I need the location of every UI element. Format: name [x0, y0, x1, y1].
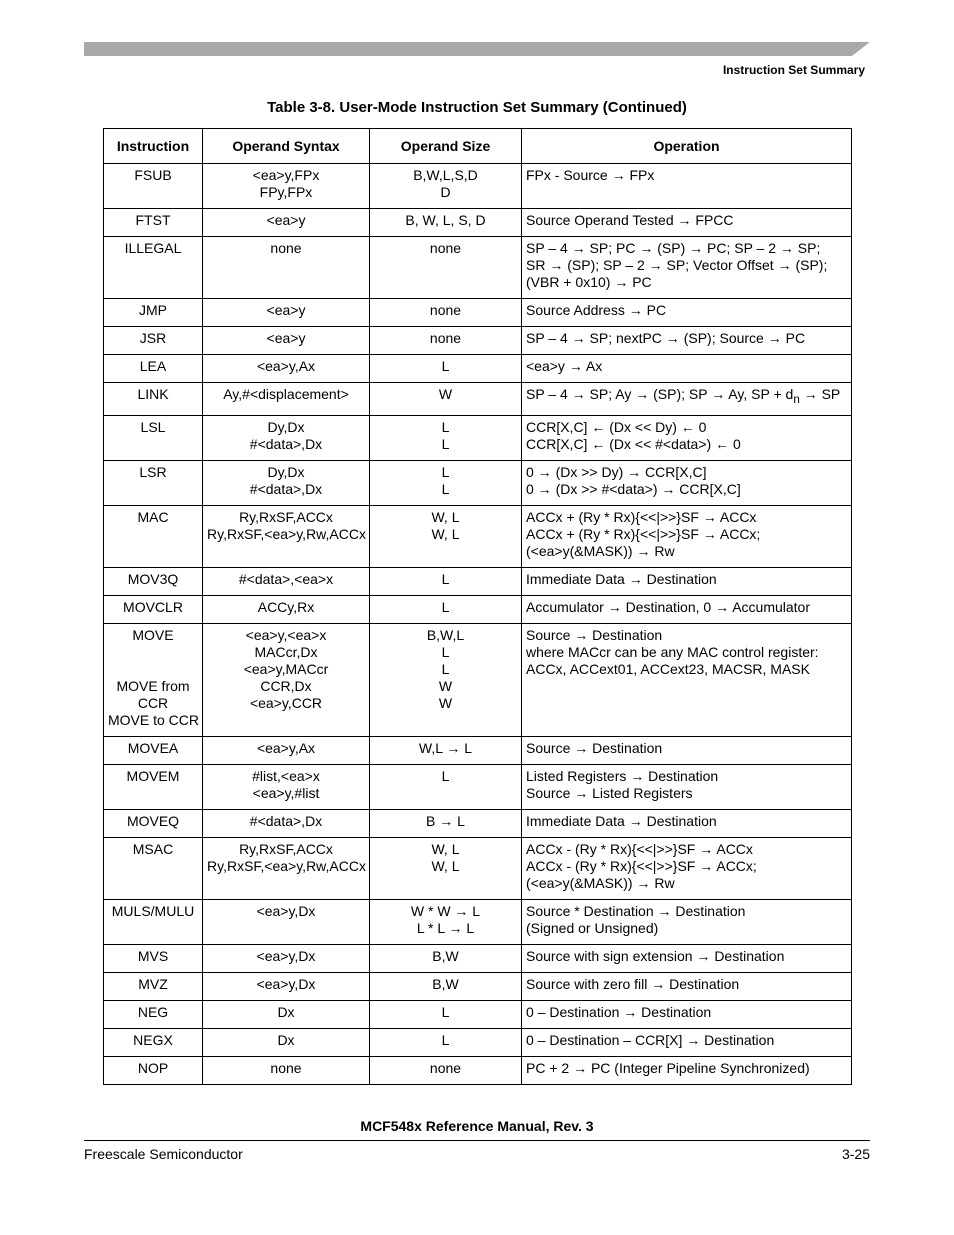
- cell-line: #<data>,Dx: [249, 812, 323, 829]
- cell-line: none: [429, 330, 462, 346]
- instruction-cell: [104, 809, 203, 837]
- cell-line: Dx: [277, 1003, 295, 1020]
- operand-size-cell: [370, 505, 522, 567]
- operand-syntax-cell: [203, 505, 370, 567]
- operand-size-cell: [370, 944, 522, 972]
- table-row: [104, 944, 852, 972]
- cell-line: <ea>y,Ax: [256, 739, 316, 756]
- operation-cell: [522, 1028, 852, 1056]
- cell-line: MOV3Q: [127, 570, 179, 587]
- operation-cell: [522, 595, 852, 623]
- cell-line: MACcr,Dx: [254, 643, 318, 660]
- cell-line: (<ea>y(&MASK)) → Rw: [526, 874, 675, 891]
- operand-size-cell: [370, 972, 522, 1000]
- cell-spacer: [108, 644, 198, 661]
- operation-cell: [522, 1056, 852, 1084]
- operand-size-cell: [370, 1028, 522, 1056]
- table-row: [104, 595, 852, 623]
- operation-cell: [522, 1000, 852, 1028]
- cell-line: #<data>,Dx: [249, 435, 323, 452]
- operand-syntax-cell: [203, 736, 370, 764]
- cell-line: LSR: [139, 463, 167, 480]
- cell-line: Source with zero fill → Destination: [526, 975, 740, 992]
- cell-line: JMP: [139, 302, 167, 318]
- cell-line: CCR[X,C] ← (Dx << #<data>) ← 0: [526, 435, 741, 452]
- operand-syntax-cell: [203, 1056, 370, 1084]
- cell-line: #<data>,Dx: [249, 480, 323, 497]
- cell-line: CCR,Dx: [260, 677, 312, 694]
- instruction-cell: [104, 623, 203, 736]
- operation-cell: [522, 355, 852, 383]
- operand-syntax-cell: [203, 415, 370, 460]
- instruction-cell: [104, 899, 203, 944]
- cell-line: Immediate Data → Destination: [526, 570, 717, 587]
- company-name: Freescale Semiconductor: [84, 1146, 243, 1162]
- cell-line: CCR[X,C] ← (Dx << Dy) ← 0: [526, 418, 707, 435]
- operation-cell: [522, 623, 852, 736]
- operand-size-cell: [370, 355, 522, 383]
- cell-line: MOVEA: [127, 739, 179, 756]
- operand-syntax-cell: [203, 944, 370, 972]
- operand-syntax-cell: [203, 972, 370, 1000]
- col-header-instruction: Instruction: [104, 129, 203, 164]
- operation-cell: [522, 567, 852, 595]
- cell-line: MAC: [137, 508, 169, 525]
- header-bar: [84, 42, 870, 56]
- operation-cell: [522, 327, 852, 355]
- cell-line: 0 – Destination → Destination: [526, 1003, 712, 1020]
- operation-cell: [522, 944, 852, 972]
- cell-line: ACCy,Rx: [257, 598, 315, 615]
- cell-line: Ry,RxSF,ACCx: [239, 508, 333, 525]
- cell-line: <ea>y,Dx: [256, 902, 316, 919]
- operand-size-cell: [370, 237, 522, 299]
- operation-cell: [522, 837, 852, 899]
- instruction-cell: [104, 505, 203, 567]
- cell-line: W: [438, 386, 453, 402]
- instruction-cell: [104, 944, 203, 972]
- instruction-cell: [104, 355, 203, 383]
- cell-line: Source Operand Tested → FPCC: [526, 212, 734, 228]
- instruction-cell: [104, 237, 203, 299]
- footer-divider: [84, 1140, 870, 1141]
- instruction-cell: [104, 1056, 203, 1084]
- manual-title: MCF548x Reference Manual, Rev. 3: [360, 1118, 594, 1134]
- cell-line: none: [429, 302, 462, 318]
- instruction-cell: [104, 1000, 203, 1028]
- cell-line: SP – 4 → SP; PC → (SP) → PC; SP – 2 → SP;: [526, 240, 821, 256]
- cell-line: W: [438, 677, 453, 694]
- cell-line: W,L → L: [418, 739, 473, 756]
- instruction-cell: [104, 837, 203, 899]
- cell-line: L: [441, 598, 450, 615]
- cell-line: (<ea>y(&MASK)) → Rw: [526, 542, 675, 559]
- table-row: [104, 1000, 852, 1028]
- operand-syntax-cell: [203, 623, 370, 736]
- operation-cell: [522, 237, 852, 299]
- cell-line: <ea>y,MACcr: [243, 660, 329, 677]
- table-header-row: [104, 129, 852, 164]
- table-row: [104, 415, 852, 460]
- cell-line: L: [441, 358, 450, 374]
- operation-cell: [522, 383, 852, 416]
- instruction-cell: [104, 1028, 203, 1056]
- cell-line: Source Address → PC: [526, 302, 667, 318]
- cell-line: Dy,Dx: [267, 463, 305, 480]
- operand-size-cell: [370, 327, 522, 355]
- table-row: [104, 567, 852, 595]
- table-row: [104, 460, 852, 505]
- operand-syntax-cell: [203, 1000, 370, 1028]
- cell-line: B,W: [432, 975, 459, 992]
- instruction-cell: [104, 327, 203, 355]
- table-row: [104, 623, 852, 736]
- cell-line: FSUB: [134, 167, 172, 183]
- cell-line: Source → Listed Registers: [526, 784, 693, 801]
- table-row: [104, 899, 852, 944]
- instruction-summary-table: [103, 128, 852, 1085]
- operand-syntax-cell: [203, 460, 370, 505]
- operand-syntax-cell: [203, 327, 370, 355]
- cell-line: MSAC: [132, 840, 174, 857]
- table-row: [104, 383, 852, 416]
- table-row: [104, 1056, 852, 1084]
- cell-line: Accumulator → Destination, 0 → Accumulator: [526, 598, 811, 615]
- operand-syntax-cell: [203, 764, 370, 809]
- table-row: [104, 505, 852, 567]
- cell-line: W: [438, 694, 453, 711]
- operand-size-cell: [370, 1000, 522, 1028]
- cell-line: #<data>,<ea>x: [238, 570, 334, 587]
- cell-line: <ea>y: [266, 302, 306, 318]
- cell-line: <ea>y,Dx: [256, 975, 316, 992]
- cell-spacer: [108, 661, 198, 678]
- cell-line: LINK: [137, 386, 169, 402]
- cell-line: L: [441, 643, 450, 660]
- cell-line: MVS: [137, 947, 169, 964]
- cell-line: LEA: [139, 358, 167, 374]
- operand-size-cell: [370, 623, 522, 736]
- cell-line: <ea>y,Dx: [256, 947, 316, 964]
- cell-line: <ea>y,#list: [252, 784, 320, 801]
- operation-cell: [522, 164, 852, 209]
- operand-size-cell: [370, 209, 522, 237]
- cell-line: ACCx - (Ry * Rx){<<|>>}SF → ACCx;: [526, 857, 757, 874]
- cell-line: LSL: [140, 418, 166, 435]
- cell-line: MOVE to CCR: [108, 711, 200, 728]
- operation-cell: [522, 299, 852, 327]
- cell-line: Source * Destination → Destination: [526, 902, 746, 919]
- instruction-cell: [104, 595, 203, 623]
- operand-size-cell: [370, 595, 522, 623]
- operand-syntax-cell: [203, 809, 370, 837]
- instruction-cell: [104, 972, 203, 1000]
- cell-line: <ea>y: [266, 330, 306, 346]
- cell-line: L: [441, 463, 450, 480]
- cell-line: L: [441, 570, 450, 587]
- cell-line: L: [441, 1031, 450, 1048]
- operand-syntax-cell: [203, 595, 370, 623]
- table-row: [104, 299, 852, 327]
- cell-line: FPy,FPx: [259, 184, 313, 200]
- table-row: [104, 736, 852, 764]
- table-body: [104, 164, 852, 1085]
- operand-size-cell: [370, 1056, 522, 1084]
- cell-line: Ry,RxSF,ACCx: [239, 840, 333, 857]
- cell-line: CCR: [137, 694, 169, 711]
- operand-size-cell: [370, 164, 522, 209]
- cell-line: none: [429, 240, 462, 256]
- table-row: [104, 327, 852, 355]
- instruction-cell: [104, 764, 203, 809]
- cell-line: MOVEQ: [126, 812, 180, 829]
- operation-text: → SP: [799, 386, 841, 402]
- operation-cell: [522, 972, 852, 1000]
- operand-size-cell: [370, 460, 522, 505]
- section-header: Instruction Set Summary: [722, 63, 865, 77]
- operand-syntax-cell: [203, 899, 370, 944]
- table-row: [104, 837, 852, 899]
- table-row: [104, 164, 852, 209]
- cell-line: MULS/MULU: [111, 902, 195, 919]
- cell-line: L * L → L: [416, 919, 475, 936]
- cell-line: NOP: [137, 1059, 169, 1076]
- cell-line: W, L: [431, 508, 460, 525]
- operation-cell: [522, 899, 852, 944]
- cell-line: <ea>y,<ea>x: [245, 626, 327, 643]
- instruction-cell: [104, 415, 203, 460]
- cell-line: B,W,L,S,D: [413, 167, 478, 183]
- cell-line: B → L: [426, 812, 465, 829]
- cell-line: ACCx, ACCext01, ACCext23, MACSR, MASK: [526, 660, 810, 677]
- cell-line: L: [441, 1003, 450, 1020]
- operand-size-cell: [370, 299, 522, 327]
- cell-line: none: [270, 1059, 302, 1076]
- cell-line: L: [441, 435, 450, 452]
- cell-line: W * W → L: [410, 902, 481, 919]
- instruction-cell: [104, 383, 203, 416]
- col-header-operand-size: Operand Size: [370, 129, 522, 164]
- operation-cell: [522, 809, 852, 837]
- cell-line: Dx: [277, 1031, 295, 1048]
- operation-text: SP – 4 → SP; Ay → (SP); SP → Ay, SP + d: [526, 386, 794, 402]
- operation-cell: [522, 415, 852, 460]
- cell-line: NEG: [137, 1003, 169, 1020]
- cell-line: <ea>y,CCR: [249, 694, 323, 711]
- cell-line: #list,<ea>x: [252, 767, 320, 784]
- cell-line: <ea>y,FPx: [252, 167, 320, 183]
- cell-line: D: [440, 184, 451, 200]
- cell-line: <ea>y → Ax: [526, 358, 603, 374]
- operand-size-cell: [370, 736, 522, 764]
- cell-line: none: [270, 240, 302, 256]
- operand-syntax-cell: [203, 567, 370, 595]
- cell-line: ACCx + (Ry * Rx){<<|>>}SF → ACCx;: [526, 525, 761, 542]
- cell-line: 0 – Destination – CCR[X] → Destination: [526, 1031, 775, 1048]
- cell-line: MOVCLR: [123, 598, 183, 615]
- operand-syntax-cell: [203, 837, 370, 899]
- operation-cell: [522, 505, 852, 567]
- table-row: [104, 209, 852, 237]
- cell-line: MOVE: [132, 626, 174, 643]
- cell-line: <ea>y,Ax: [256, 358, 316, 374]
- cell-line: Ay,#<displacement>: [223, 386, 349, 402]
- table-row: [104, 972, 852, 1000]
- subscript: n: [793, 392, 800, 406]
- instruction-cell: [104, 567, 203, 595]
- cell-line: SP – 4 → SP; nextPC → (SP); Source → PC: [526, 330, 806, 346]
- operand-size-cell: [370, 415, 522, 460]
- cell-line: Immediate Data → Destination: [526, 812, 717, 829]
- cell-line: Ry,RxSF,<ea>y,Rw,ACCx: [207, 857, 366, 874]
- cell-line: 0 → (Dx >> Dy) → CCR[X,C]: [526, 463, 707, 480]
- cell-line: PC + 2 → PC (Integer Pipeline Synchronized): [526, 1059, 810, 1076]
- cell-line: 0 → (Dx >> #<data>) → CCR[X,C]: [526, 480, 741, 497]
- operand-syntax-cell: [203, 383, 370, 416]
- cell-line: ACCx + (Ry * Rx){<<|>>}SF → ACCx: [526, 508, 757, 525]
- cell-line: W, L: [431, 525, 460, 542]
- cell-line: ACCx - (Ry * Rx){<<|>>}SF → ACCx: [526, 840, 753, 857]
- cell-line: B,W,L: [426, 626, 465, 643]
- table-row: [104, 237, 852, 299]
- operand-size-cell: [370, 809, 522, 837]
- cell-line: B, W, L, S, D: [405, 212, 486, 228]
- cell-line: L: [441, 767, 450, 784]
- operand-syntax-cell: [203, 237, 370, 299]
- operand-syntax-cell: [203, 1028, 370, 1056]
- cell-line: FPx - Source → FPx: [526, 167, 655, 183]
- cell-line: [526, 386, 847, 408]
- page-number: 3-25: [841, 1146, 870, 1162]
- operand-syntax-cell: [203, 299, 370, 327]
- col-header-operation: Operation: [522, 129, 852, 164]
- cell-line: MOVE from: [116, 677, 190, 694]
- cell-line: L: [441, 480, 450, 497]
- operand-size-cell: [370, 764, 522, 809]
- cell-line: Ry,RxSF,<ea>y,Rw,ACCx: [207, 525, 366, 542]
- table-title: Table 3-8. User-Mode Instruction Set Summary (Continued): [267, 99, 687, 116]
- cell-line: W, L: [431, 840, 460, 857]
- cell-line: none: [429, 1059, 462, 1076]
- table-row: [104, 1028, 852, 1056]
- instruction-cell: [104, 209, 203, 237]
- cell-line: NEGX: [133, 1031, 173, 1048]
- cell-line: <ea>y: [266, 212, 306, 228]
- cell-line: L: [441, 418, 450, 435]
- cell-line: Dy,Dx: [267, 418, 305, 435]
- cell-line: (VBR + 0x10) → PC: [526, 274, 652, 290]
- operand-size-cell: [370, 899, 522, 944]
- cell-line: MOVEM: [126, 767, 180, 784]
- cell-line: Source with sign extension → Destination: [526, 947, 785, 964]
- operand-size-cell: [370, 837, 522, 899]
- table-row: [104, 764, 852, 809]
- cell-line: SR → (SP); SP – 2 → SP; Vector Offset → (SP);: [526, 257, 828, 273]
- cell-line: MVZ: [138, 975, 168, 992]
- instruction-cell: [104, 299, 203, 327]
- operand-syntax-cell: [203, 209, 370, 237]
- operation-cell: [522, 736, 852, 764]
- col-header-operand-syntax: Operand Syntax: [203, 129, 370, 164]
- cell-line: Source → Destination: [526, 739, 663, 756]
- operation-cell: [522, 764, 852, 809]
- cell-line: Listed Registers → Destination: [526, 767, 719, 784]
- operation-cell: [522, 460, 852, 505]
- table-row: [104, 355, 852, 383]
- instruction-cell: [104, 460, 203, 505]
- cell-line: FTST: [135, 212, 171, 228]
- cell-line: JSR: [139, 330, 167, 346]
- table-row: [104, 809, 852, 837]
- cell-line: B,W: [432, 947, 459, 964]
- cell-line: L: [441, 660, 450, 677]
- instruction-cell: [104, 164, 203, 209]
- cell-line: ILLEGAL: [124, 240, 182, 256]
- cell-line: where MACcr can be any MAC control register:: [526, 643, 819, 660]
- cell-line: Source → Destination: [526, 626, 663, 643]
- operand-syntax-cell: [203, 164, 370, 209]
- operand-size-cell: [370, 383, 522, 416]
- operation-cell: [522, 209, 852, 237]
- operand-size-cell: [370, 567, 522, 595]
- operand-syntax-cell: [203, 355, 370, 383]
- cell-line: (Signed or Unsigned): [526, 919, 659, 936]
- cell-line: W, L: [431, 857, 460, 874]
- instruction-cell: [104, 736, 203, 764]
